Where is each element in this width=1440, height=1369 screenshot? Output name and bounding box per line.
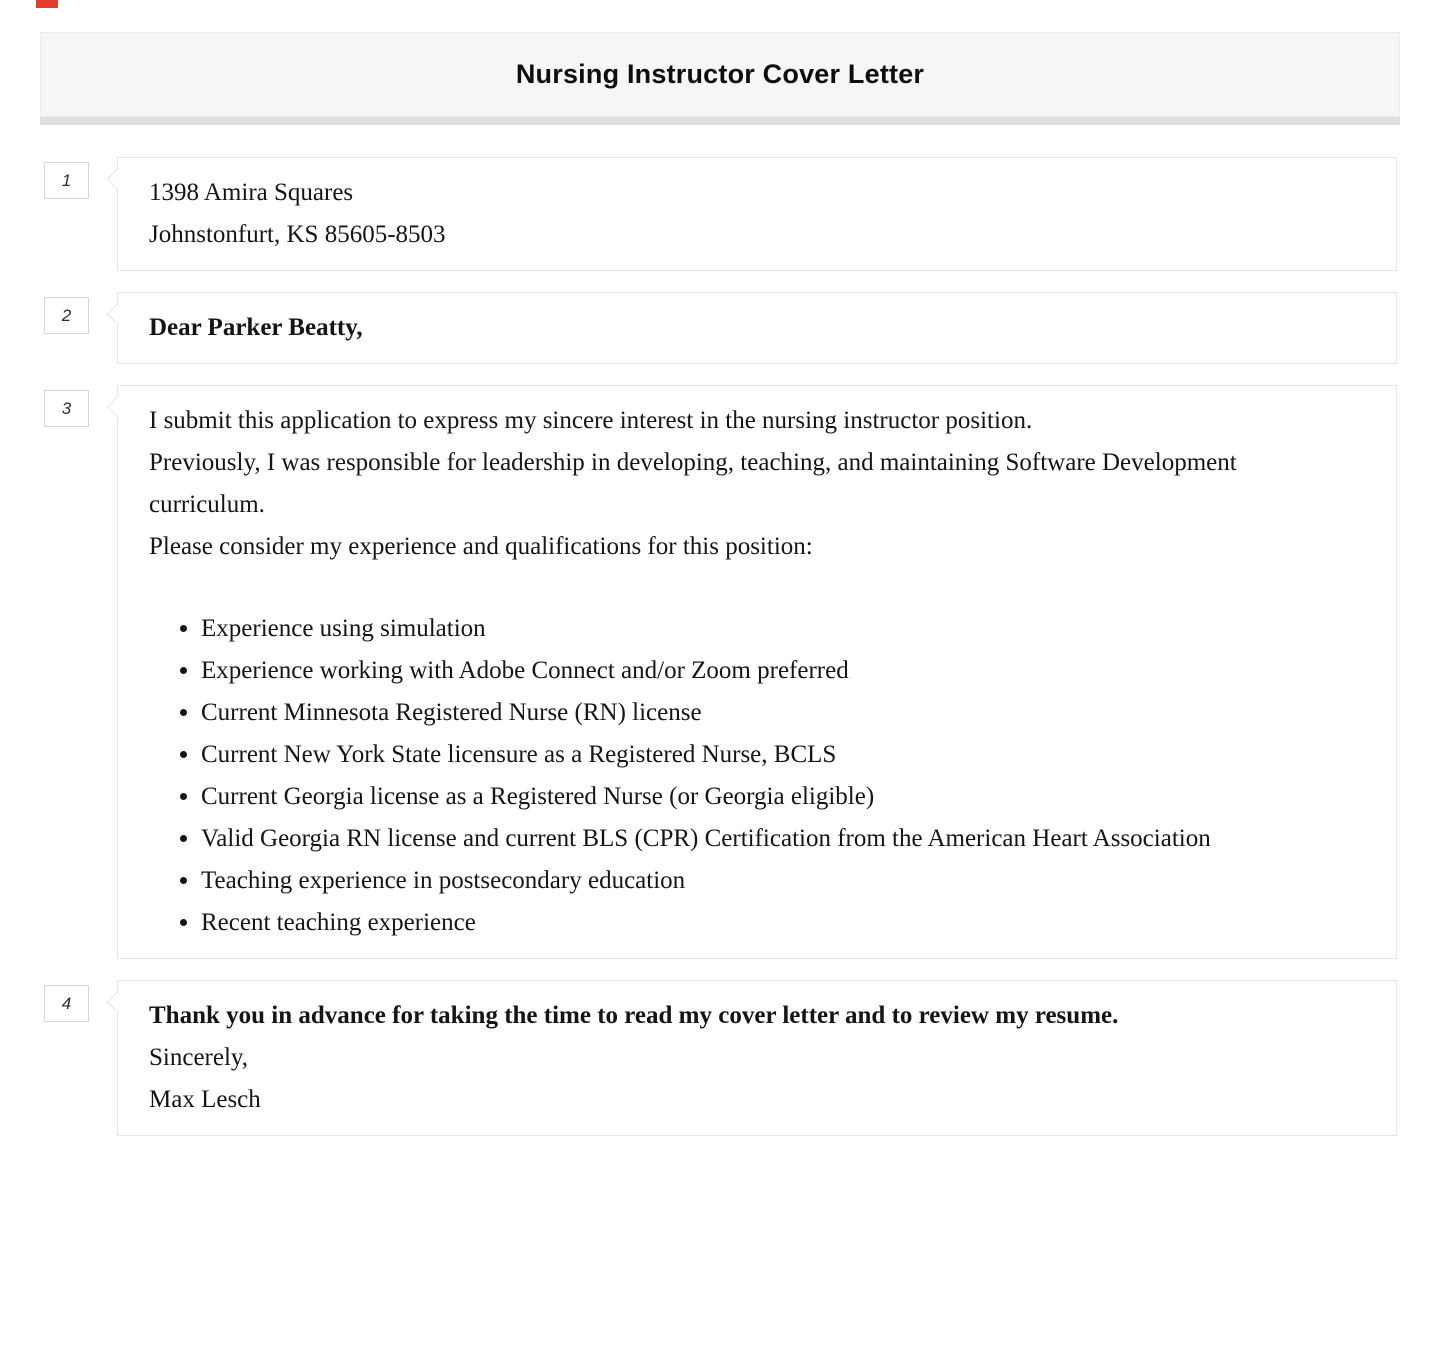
address-line-2: Johnstonfurt, KS 85605-8503: [149, 221, 446, 248]
signoff-line: Sincerely,: [149, 1044, 249, 1071]
qualification-item: • Teaching experience in postsecondary education: [201, 860, 1326, 902]
salutation-box: [117, 292, 1397, 364]
section-2-marker: 2: [44, 297, 89, 334]
thanks-line: Thank you in advance for taking the time to read my cover letter and to review my resume.: [149, 1002, 1119, 1029]
signature-line: Max Lesch: [149, 1086, 261, 1113]
qualification-item: • Valid Georgia RN license and current BLS (CPR) Certification from the American Heart Association: [201, 818, 1326, 860]
qualification-item: • Current Minnesota Registered Nurse (RN) license: [201, 692, 1326, 734]
qualification-item: • Recent teaching experience: [201, 902, 1326, 944]
page-title: Nursing Instructor Cover Letter: [515, 59, 925, 89]
closing-box: [117, 980, 1397, 1136]
title-bar: [40, 32, 1400, 117]
qualifications-lead: Please consider my experience and qualifications for this position:: [149, 533, 813, 560]
intro-paragraph: I submit this application to express my sincere interest in the nursing instructor position.: [149, 407, 1033, 434]
sender-address-box: [117, 157, 1397, 271]
qualification-item: • Current New York State licensure as a Registered Nurse, BCLS: [201, 734, 1326, 776]
previous-role-paragraph: Previously, I was responsible for leadership in developing, teaching, and maintaining Software Development curriculum.: [149, 449, 1237, 518]
section-4-marker: 4: [44, 985, 89, 1022]
section-sender-address: [61, 157, 1397, 271]
section-1-marker: 1: [44, 162, 89, 199]
qualification-item: • Experience using simulation: [201, 608, 1326, 650]
qualification-item: • Current Georgia license as a Registered Nurse (or Georgia eligible): [201, 776, 1326, 818]
top-left-accent: [36, 0, 58, 8]
section-closing: [61, 980, 1397, 1136]
qualification-item: • Experience working with Adobe Connect and/or Zoom preferred: [201, 650, 1326, 692]
salutation-line: Dear Parker Beatty,: [149, 314, 363, 341]
page-header: [0, 0, 1440, 125]
section-salutation: [61, 292, 1397, 364]
cover-letter: [0, 125, 1440, 1136]
section-body: [61, 385, 1397, 959]
qualifications-list: [149, 608, 1326, 944]
address-line-1: 1398 Amira Squares: [149, 179, 354, 206]
body-box: [117, 385, 1397, 959]
section-3-marker: 3: [44, 390, 89, 427]
title-bar-shadow: [40, 117, 1400, 125]
